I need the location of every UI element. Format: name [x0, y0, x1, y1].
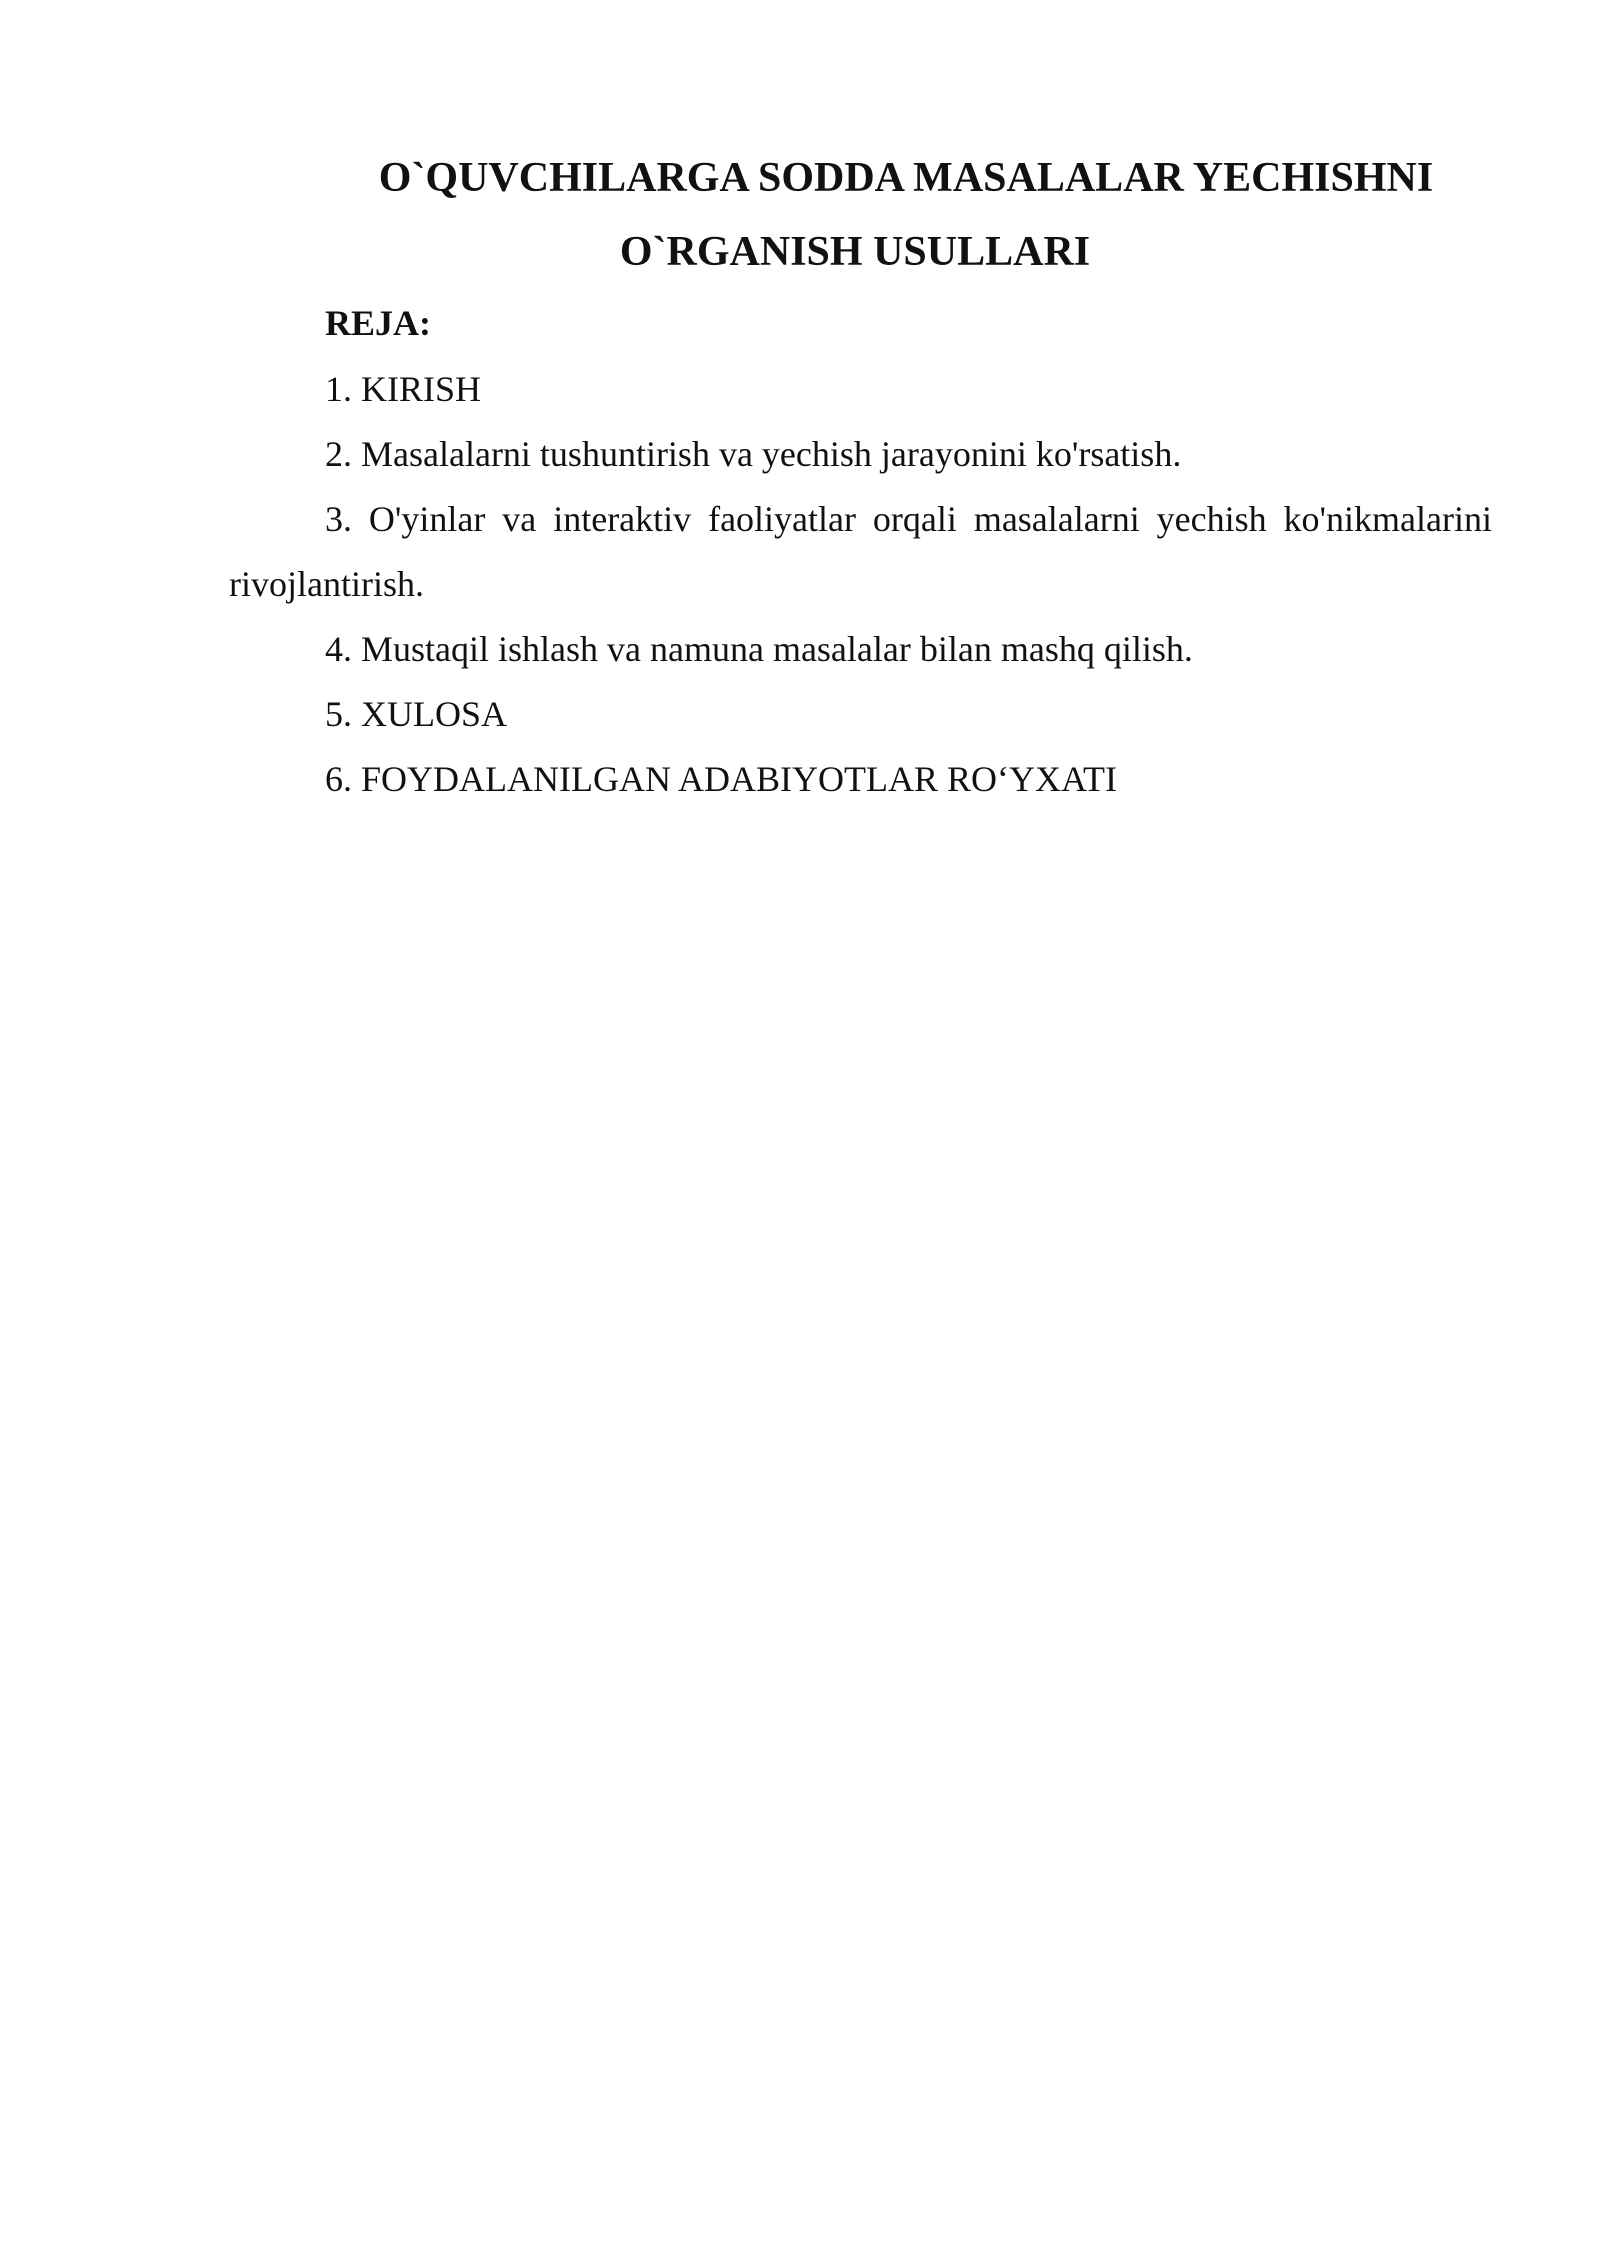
plan-item-2: 2. Masalalarni tushuntirish va yechish jarayonini ko'rsatish. — [325, 434, 1182, 474]
plan-item-5: 5. XULOSA — [325, 694, 508, 734]
plan-item-3: 3. O'yinlar va interaktiv faoliyatlar orqali masalalarni yechish ko'nikmalarini — [325, 499, 1492, 539]
document-title-line-2: O`RGANISH USULLARI — [619, 229, 1091, 275]
plan-item-3-continuation: rivojlantirish. — [229, 564, 424, 604]
plan-item-6: 6. FOYDALANILGAN ADABIYOTLAR RO‘YXATI — [325, 759, 1117, 799]
plan-item-1: 1. KIRISH — [325, 369, 482, 409]
document-title-line-1: O`QUVCHILARGA SODDA MASALALAR YECHISHNI — [378, 155, 1434, 201]
plan-item-4: 4. Mustaqil ishlash va namuna masalalar bilan mashq qilish. — [325, 629, 1193, 669]
plan-heading: REJA: — [325, 303, 431, 343]
